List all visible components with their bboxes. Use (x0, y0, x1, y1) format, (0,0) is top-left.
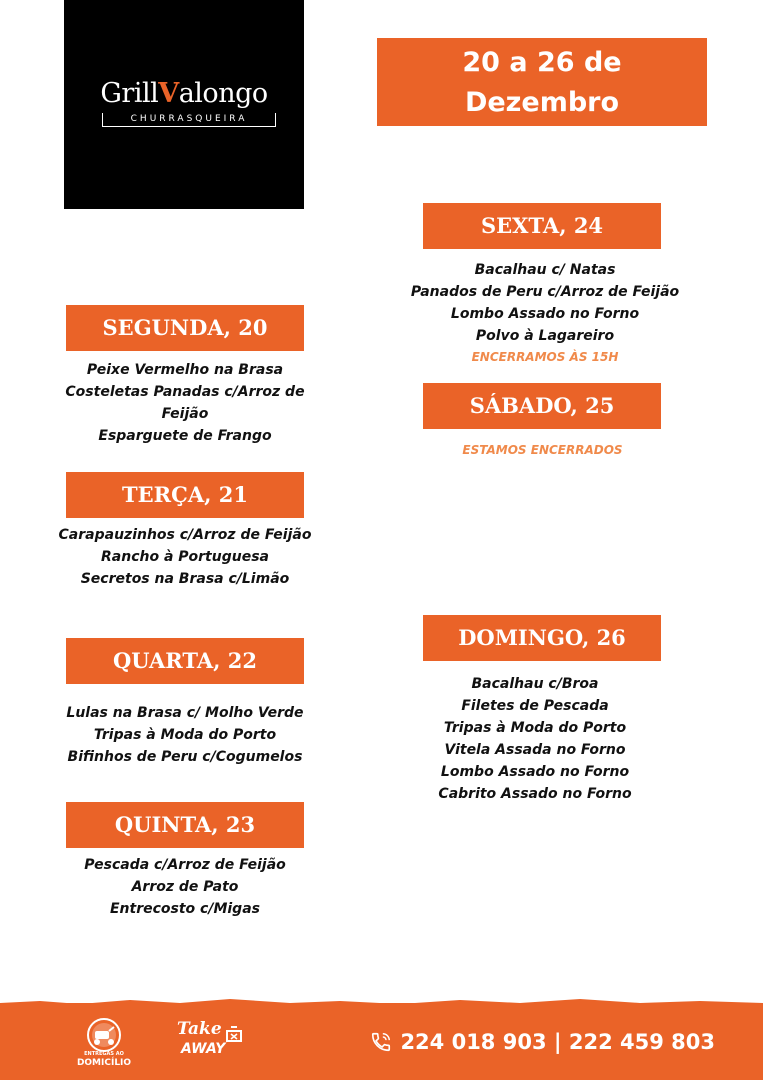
logo-subtitle: CHURRASQUEIRA (102, 113, 276, 127)
list-item: Bacalhau c/ Natas (474, 262, 616, 278)
food-box-icon (225, 1025, 243, 1043)
menu-list-sexta (400, 259, 690, 347)
list-item: Tripas à Moda do Porto (93, 727, 277, 743)
phone-icon (370, 1031, 392, 1053)
day-header-domingo: DOMINGO, 26 (423, 615, 661, 661)
delivery-badge-line2: DOMICÍLIO (76, 1058, 132, 1068)
list-item: Bacalhau c/Broa (471, 676, 599, 692)
delivery-badge (74, 1013, 134, 1071)
list-item: Carapauzinhos c/Arroz de Feijão (58, 527, 312, 543)
list-item: Vitela Assada no Forno (444, 742, 626, 758)
footer-bar (0, 1003, 763, 1080)
delivery-badge-line1: ENTREGAS AO (84, 1051, 124, 1057)
takeaway-line2: AWAY (181, 1041, 226, 1057)
list-item: Tripas à Moda do Porto (443, 720, 627, 736)
list-item: Peixe Vermelho na Brasa (86, 362, 284, 378)
list-item: Lombo Assado no Forno (440, 764, 630, 780)
torn-edge-decoration (0, 997, 763, 1007)
day-header-terca: TERÇA, 21 (66, 472, 304, 518)
takeaway-line1: Take (177, 1019, 222, 1039)
list-item: Lulas na Brasa c/ Molho Verde (66, 705, 304, 721)
menu-list-domingo (400, 673, 670, 805)
list-item: Lombo Assado no Forno (450, 306, 640, 322)
day-header-sabado: SÁBADO, 25 (423, 383, 661, 429)
list-item: Cabrito Assado no Forno (438, 786, 632, 802)
day-header-sexta: SEXTA, 24 (423, 203, 661, 249)
menu-list-terca (40, 524, 330, 590)
day-header-segunda: SEGUNDA, 20 (66, 305, 304, 351)
phone-numbers (370, 1030, 715, 1054)
menu-list-quinta (40, 854, 330, 920)
note-sabado: ESTAMOS ENCERRADOS (462, 443, 623, 457)
logo-wordmark: GrillValongo (100, 78, 268, 109)
day-header-quarta: QUARTA, 22 (66, 638, 304, 684)
list-item: Costeletas Panadas c/Arroz de (65, 384, 305, 400)
takeaway-badge (173, 1019, 245, 1069)
list-item: Secretos na Brasa c/Limão (80, 571, 290, 587)
date-range-line1: 20 a 26 de (462, 47, 622, 78)
logo (64, 0, 304, 209)
note-sexta: ENCERRAMOS ÀS 15H (471, 350, 619, 364)
list-item: Panados de Peru c/Arroz de Feijão (410, 284, 680, 300)
list-item: Esparguete de Frango (98, 428, 272, 444)
list-item: Polvo à Lagareiro (475, 328, 615, 344)
list-item: Feijão (161, 406, 209, 422)
phone-numbers-text: 224 018 903 | 222 459 803 (400, 1030, 715, 1054)
day-header-quinta: QUINTA, 23 (66, 802, 304, 848)
list-item: Pescada c/Arroz de Feijão (84, 857, 286, 873)
menu-list-quarta (40, 702, 330, 768)
list-item: Entrecosto c/Migas (109, 901, 260, 917)
list-item: Rancho à Portuguesa (101, 549, 269, 565)
date-range-line2: Dezembro (464, 87, 620, 118)
date-range-banner (377, 38, 707, 126)
list-item: Arroz de Pato (131, 879, 239, 895)
list-item: Bifinhos de Peru c/Cogumelos (67, 749, 303, 765)
menu-list-segunda (40, 359, 330, 447)
list-item: Filetes de Pescada (461, 698, 609, 714)
